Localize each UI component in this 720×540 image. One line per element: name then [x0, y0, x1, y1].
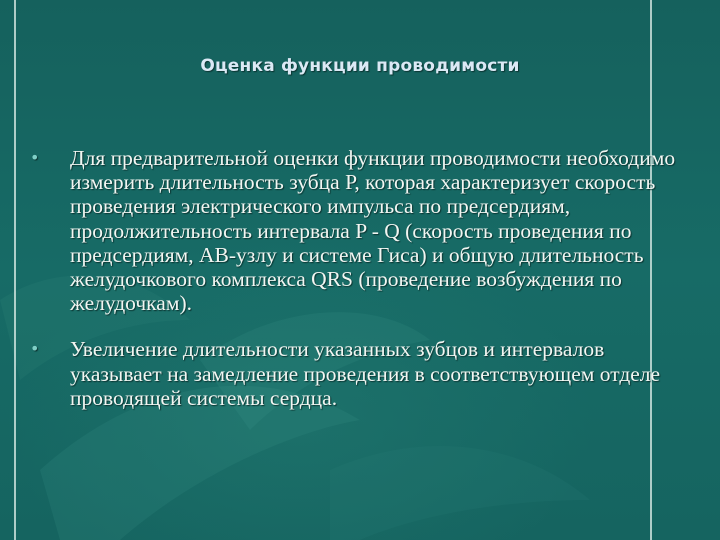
bullet-list — [30, 146, 680, 410]
bullet-item — [30, 146, 680, 315]
bullet-marker: • — [30, 339, 40, 359]
slide-title: Оценка функции проводимости — [200, 56, 520, 76]
leaf-shape-4 — [330, 446, 590, 540]
bullet-text: Увеличение длительности указанных зубцов и интервалов указывает на замедление проведения в соответствующем отделе проводящей системы сердца. — [70, 337, 661, 410]
bullet-item — [30, 337, 680, 410]
bullet-marker: • — [30, 148, 40, 167]
left-border-line — [14, 0, 16, 540]
bullet-text: Для предварительной оценки функции проводимости необходимо измерить длительность зубца Р, которая характеризует скорость проведения электрического импульса по предсердиям, продолжительность интервала P - Q (скорость проведения по предсердиям, АВ-узлу и системе Гиса) и общую длительность желудочкового комплекса QRS (проведение возбуждения по желудочкам). — [70, 146, 676, 316]
